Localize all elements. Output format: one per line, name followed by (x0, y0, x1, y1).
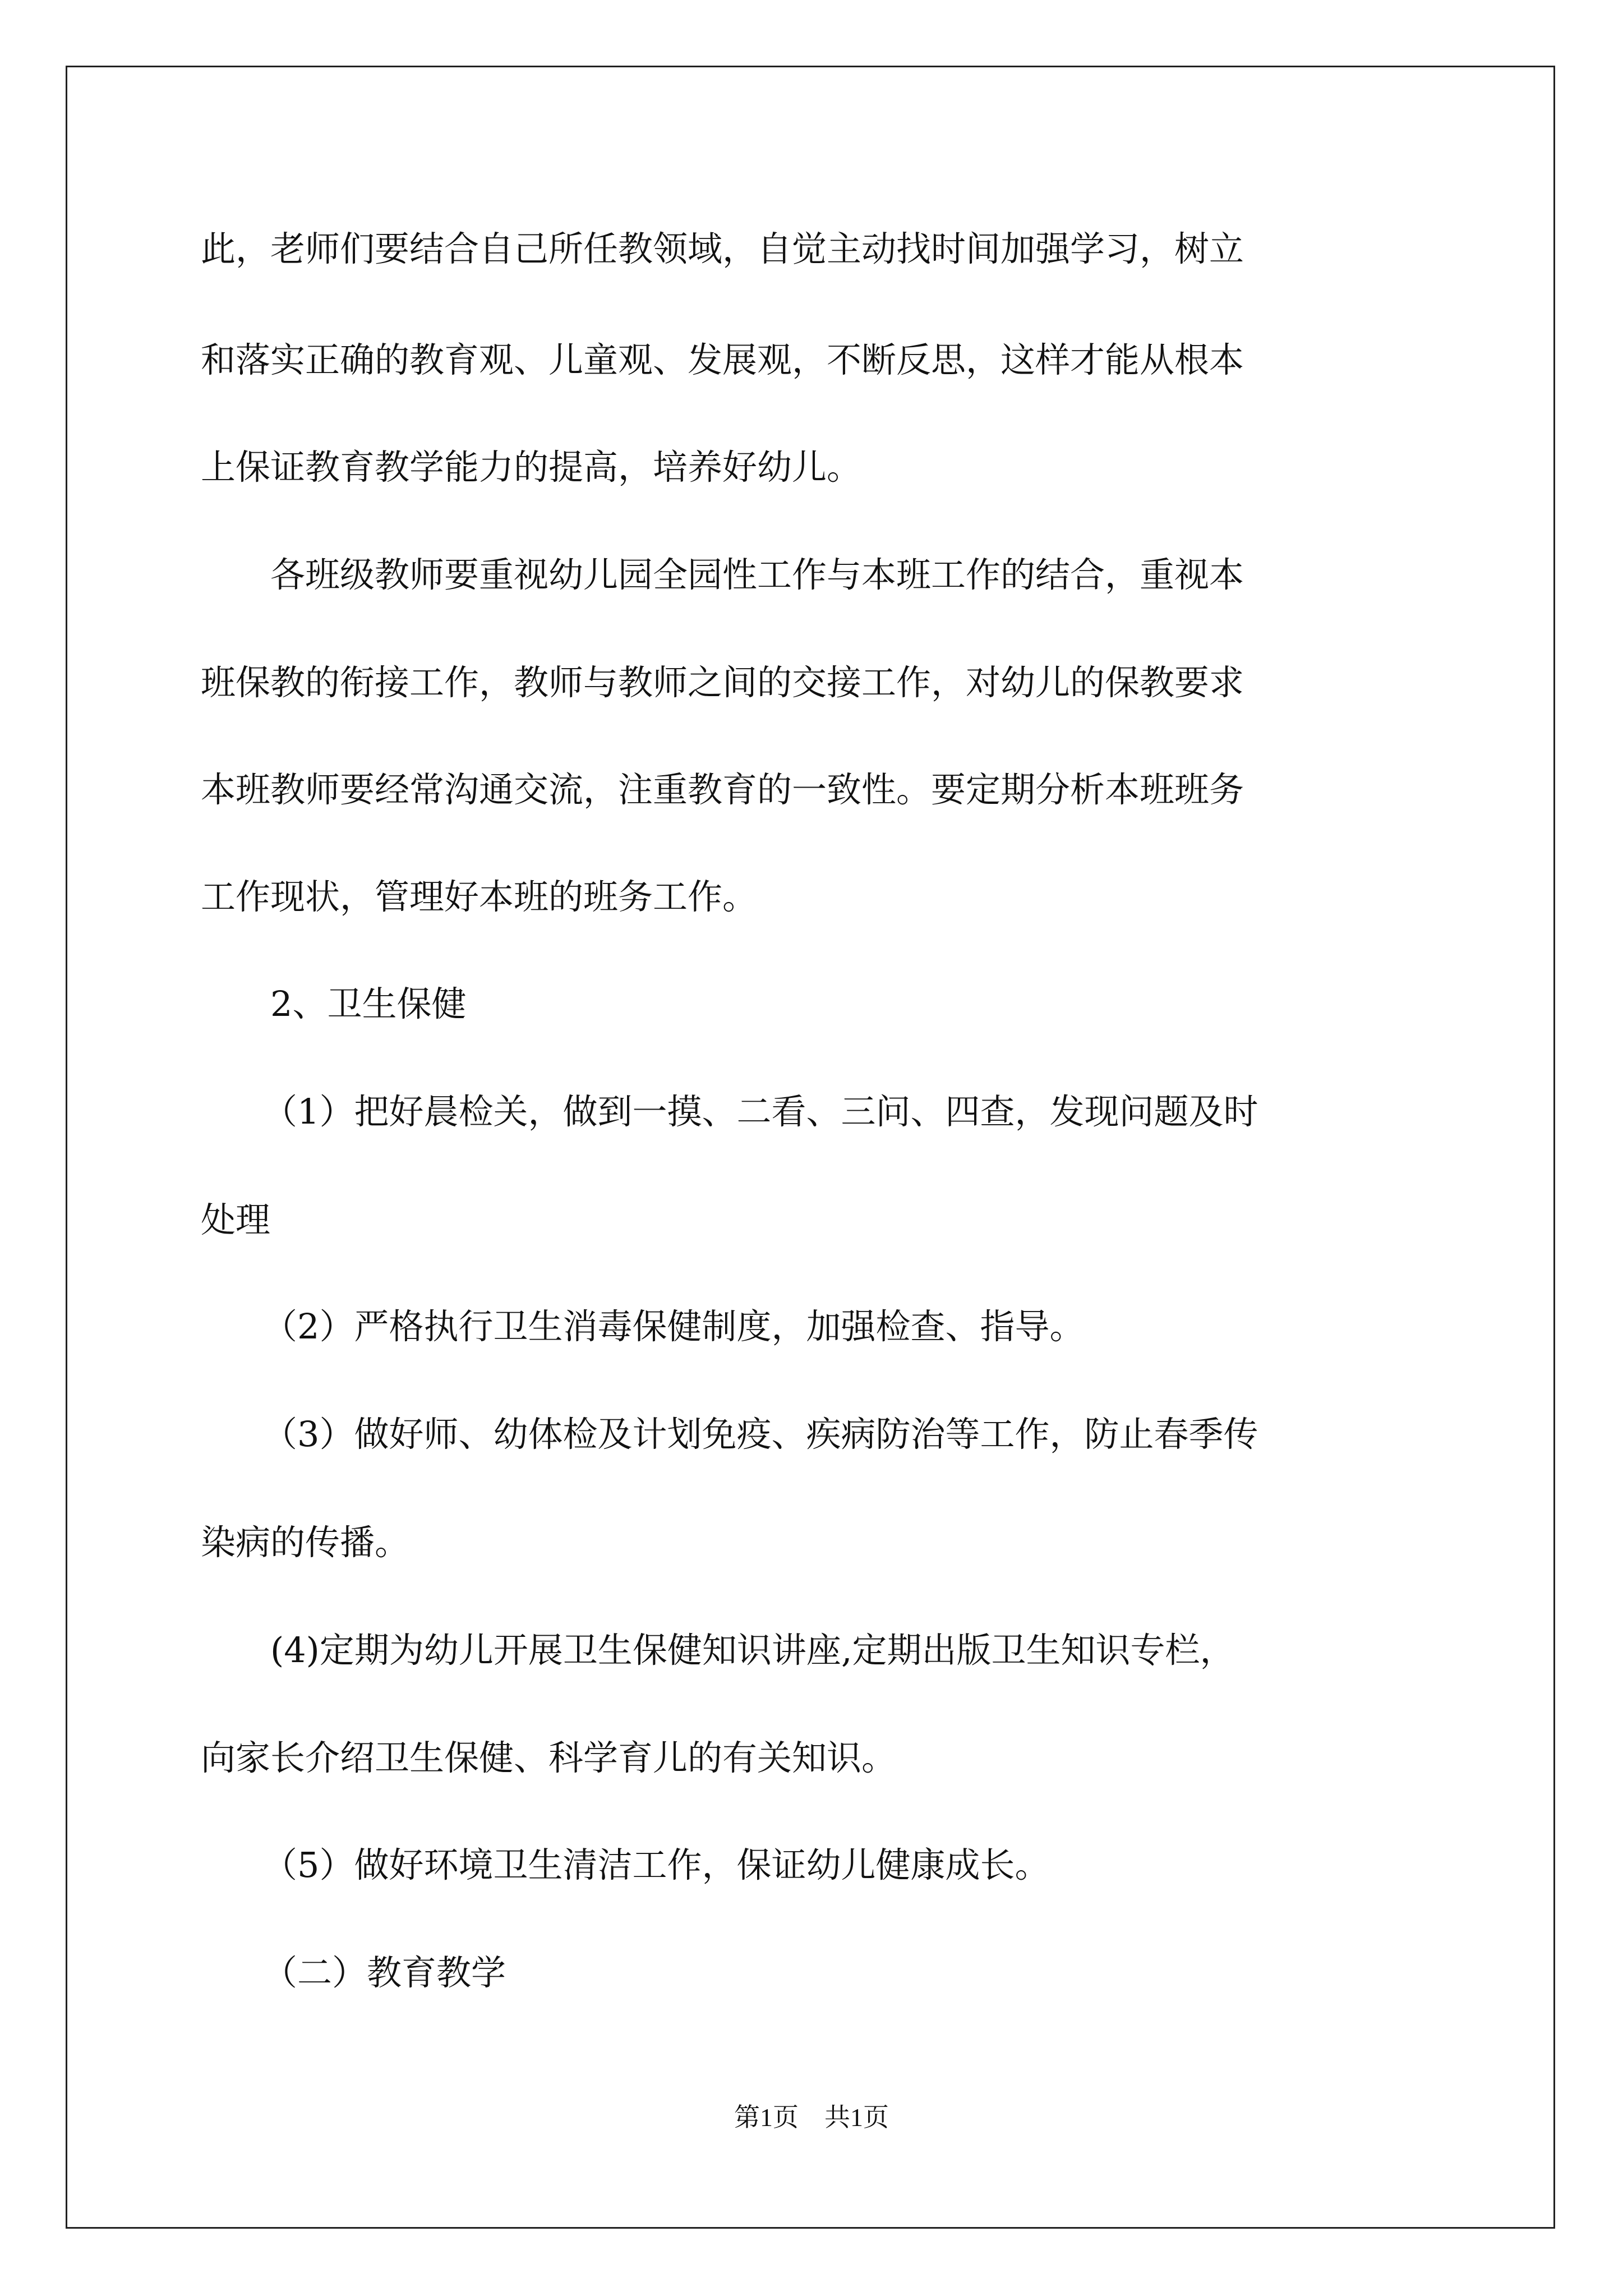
list-item: (4)定期为幼儿开展卫生保健知识讲座,定期出版卫生知识专栏， (270, 1630, 1235, 1671)
text-line: 染病的传播。 (201, 1522, 410, 1563)
text-line: 和落实正确的教育观、儿童观、发展观，不断反思，这样才能从根本 (201, 339, 1244, 380)
list-item: （1）把好晨检关，做到一摸、二看、三问、四查，发现问题及时 (262, 1091, 1258, 1132)
text-line: 向家长介绍卫生保健、科学育儿的有关知识。 (201, 1737, 897, 1778)
text-line: 各班级教师要重视幼儿园全园性工作与本班工作的结合，重视本 (270, 554, 1244, 595)
list-item: （5）做好环境卫生清洁工作，保证幼儿健康成长。 (262, 1844, 1050, 1885)
page-number-footer: 第1页 共1页 (734, 2103, 889, 2132)
page-border (66, 66, 1555, 2229)
text-line: 工作现状，管理好本班的班务工作。 (201, 876, 758, 917)
text-line: 处理 (201, 1199, 271, 1240)
list-item: （3）做好师、幼体检及计划免疫、疾病防治等工作，防止春季传 (262, 1414, 1258, 1455)
list-item: （2）严格执行卫生消毒保健制度，加强检查、指导。 (262, 1306, 1085, 1347)
section-heading: 2、卫生保健 (270, 983, 467, 1024)
section-heading: （二）教育教学 (262, 1952, 506, 1993)
text-line: 上保证教育教学能力的提高，培养好幼儿。 (201, 447, 862, 487)
text-line: 本班教师要经常沟通交流，注重教育的一致性。要定期分析本班班务 (201, 769, 1244, 810)
text-line: 此，老师们要结合自己所任教领域，自觉主动找时间加强学习，树立 (201, 228, 1244, 269)
text-line: 班保教的衔接工作，教师与教师之间的交接工作，对幼儿的保教要求 (201, 662, 1244, 703)
